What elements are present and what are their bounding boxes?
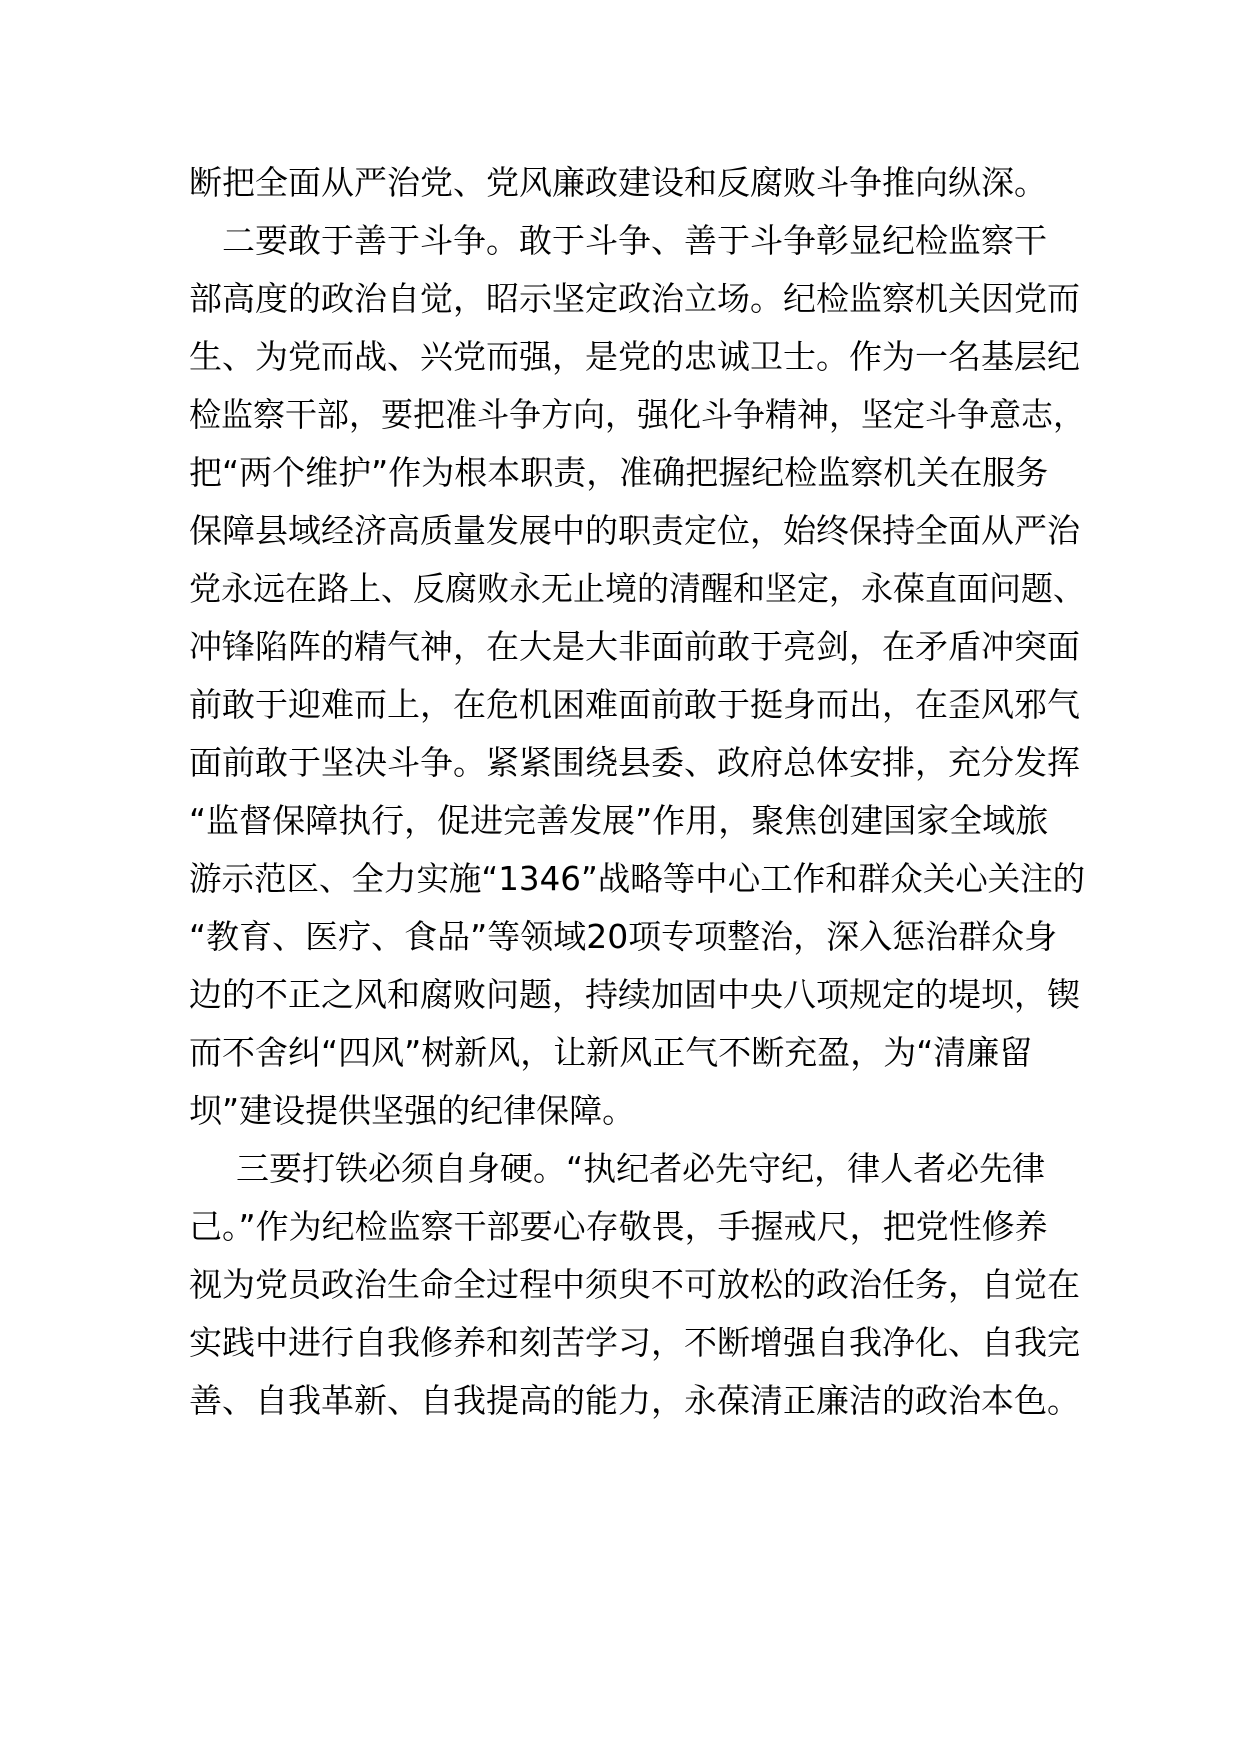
- text-line: 断把全面从严治党、党风廉政建设和反腐败斗争推向纵深。: [189, 163, 1047, 202]
- text-line: 检监察干部，要把准斗争方向，强化斗争精神，坚定斗争意志，: [189, 395, 1086, 434]
- text-line: 善、自我革新、自我提高的能力，永葆清正廉洁的政治本色。: [189, 1381, 1080, 1420]
- text-line: 游示范区、全力实施“1346”战略等中心工作和群众关心关注的: [189, 859, 1086, 898]
- text-line: 实践中进行自我修养和刻苦学习，不断增强自我净化、自我完: [189, 1323, 1080, 1362]
- text-line: 坝”建设提供坚强的纪律保障。: [189, 1091, 636, 1130]
- text-line: 面前敢于坚决斗争。紧紧围绕县委、政府总体安排，充分发挥: [189, 743, 1080, 782]
- text-line: 前敢于迎难而上，在危机困难面前敢于挺身而出，在歪风邪气: [189, 685, 1080, 724]
- text-line: 冲锋陷阵的精气神，在大是大非面前敢于亮剑，在矛盾冲突面: [189, 627, 1080, 666]
- paragraph-start-line: 二要敢于善于斗争。敢于斗争、善于斗争彰显纪检监察干: [222, 221, 1047, 260]
- text-line: 己。”作为纪检监察干部要心存敬畏，手握戒尺，把党性修养: [189, 1207, 1048, 1246]
- text-line: 视为党员政治生命全过程中须臾不可放松的政治任务，自觉在: [189, 1265, 1080, 1304]
- text-line: 把“两个维护”作为根本职责，准确把握纪检监察机关在服务: [189, 453, 1049, 492]
- text-line: 党永远在路上、反腐败永无止境的清醒和坚定，永葆直面问题、: [189, 569, 1086, 608]
- text-line: “教育、医疗、食品”等领域20项专项整治，深入惩治群众身: [189, 917, 1058, 956]
- text-line: 部高度的政治自觉，昭示坚定政治立场。纪检监察机关因党而: [189, 279, 1080, 318]
- text-line: 保障县域经济高质量发展中的职责定位，始终保持全面从严治: [189, 511, 1080, 550]
- text-line: 生、为党而战、兴党而强，是党的忠诚卫士。作为一名基层纪: [189, 337, 1080, 376]
- text-line: 边的不正之风和腐败问题，持续加固中央八项规定的堤坝，锲: [189, 975, 1080, 1014]
- text-line: “监督保障执行，促进完善发展”作用，聚焦创建国家全域旅: [189, 801, 1049, 840]
- paragraph-start-line: 三要打铁必须自身硬。“执纪者必先守纪，律人者必先律: [236, 1149, 1046, 1188]
- text-line: 而不舍纠“四风”树新风，让新风正气不断充盈，为“清廉留: [189, 1033, 1033, 1072]
